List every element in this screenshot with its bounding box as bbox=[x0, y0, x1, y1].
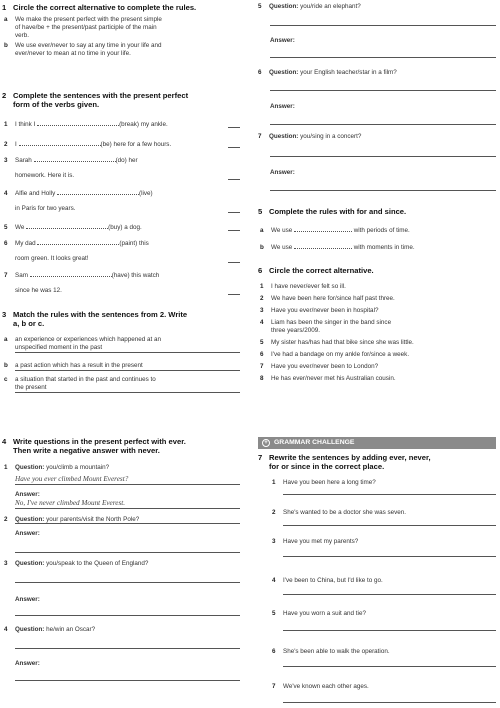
item-number: 5 bbox=[272, 610, 276, 617]
sentence-7-4 bbox=[272, 577, 383, 585]
letter-answer-line[interactable] bbox=[228, 212, 240, 213]
answer-line[interactable] bbox=[15, 680, 240, 681]
rule-5b bbox=[260, 243, 415, 252]
sentence-7-3 bbox=[272, 538, 358, 546]
answer-line[interactable] bbox=[283, 666, 496, 667]
exercise-7-title-line2: for or since in the correct place. bbox=[269, 462, 385, 471]
rule-letter: a bbox=[4, 16, 8, 23]
answer-line[interactable] bbox=[15, 392, 240, 393]
item-number: 7 bbox=[4, 272, 8, 279]
right-column bbox=[258, 0, 496, 708]
item-number: 5 bbox=[258, 3, 262, 10]
answer-line[interactable] bbox=[15, 508, 240, 509]
exercise-6-number: 6 bbox=[258, 266, 263, 275]
sentence-6-3[interactable] bbox=[260, 307, 378, 315]
letter-answer-line[interactable] bbox=[228, 294, 240, 295]
answer-line[interactable] bbox=[15, 648, 240, 649]
exercise-5-title: Complete the rules with for and since. bbox=[269, 207, 407, 216]
question-4-6 bbox=[258, 69, 397, 77]
sentence-7-2 bbox=[272, 509, 406, 517]
question-label: Question: bbox=[269, 133, 299, 140]
sentence-text: Liam has been the singer in the band since bbox=[271, 319, 392, 326]
sentence-text: Have you been here a long time? bbox=[283, 479, 376, 486]
question-prompt: you/speak to the Queen of England? bbox=[46, 560, 149, 567]
rule-text: We use bbox=[271, 244, 293, 251]
item-number: 3 bbox=[4, 157, 8, 164]
item-number: 3 bbox=[272, 538, 276, 545]
item-number: 7 bbox=[258, 133, 262, 140]
grammar-challenge-banner bbox=[258, 437, 496, 449]
sentence-text: My sister has/has had that bike since she was little. bbox=[271, 339, 414, 346]
answer-label: Answer: bbox=[270, 103, 295, 110]
exercise-5-heading bbox=[258, 207, 406, 216]
item-number: 4 bbox=[4, 626, 8, 633]
sentence-6-4-line2[interactable]: three years/2009. bbox=[271, 327, 321, 334]
rule-5a bbox=[260, 226, 410, 235]
exercise-7-number: 7 bbox=[258, 453, 263, 462]
sentence-text: I've had a bandage on my ankle for/since a week. bbox=[271, 351, 410, 358]
rule-3c bbox=[4, 376, 156, 384]
exercise-3-title: Match the rules with the sentences from 2. Write bbox=[13, 310, 188, 319]
sentence-6-4[interactable] bbox=[260, 319, 391, 327]
answer-line[interactable] bbox=[283, 594, 496, 595]
sentence-6-8[interactable] bbox=[260, 375, 396, 383]
answer-label: Answer: bbox=[270, 169, 295, 176]
answer-line[interactable] bbox=[15, 352, 240, 353]
sentence-6-7[interactable] bbox=[260, 363, 378, 371]
question-prompt: your parents/visit the North Pole? bbox=[46, 516, 140, 523]
item-number: 6 bbox=[272, 648, 276, 655]
exercise-7-heading bbox=[258, 453, 496, 462]
rule-letter: b bbox=[4, 362, 8, 369]
question-label: Question: bbox=[269, 3, 299, 10]
answer-blank[interactable] bbox=[34, 156, 116, 162]
answer-line[interactable] bbox=[283, 630, 496, 631]
item-number: 2 bbox=[4, 516, 8, 523]
sentence-text: Have you ever/never been in hospital? bbox=[271, 307, 379, 314]
answer-line[interactable] bbox=[15, 370, 240, 371]
answer-line[interactable] bbox=[15, 523, 240, 524]
rule-text: a past action which has a result in the present bbox=[15, 362, 143, 369]
sentence-7-1 bbox=[272, 479, 376, 487]
answer-blank[interactable] bbox=[294, 243, 352, 249]
sentence-7-7 bbox=[272, 683, 369, 691]
rule-text: We make the present perfect with the present simple bbox=[15, 16, 162, 23]
rule-3a-line2: unspecified moment in the past bbox=[15, 344, 103, 351]
item-number: 1 bbox=[4, 464, 8, 471]
answer-blank[interactable] bbox=[294, 226, 352, 232]
sentence-text: (do) her bbox=[115, 157, 138, 164]
exercise-4-number: 4 bbox=[2, 437, 7, 446]
item-number: 2 bbox=[272, 509, 276, 516]
letter-answer-line[interactable] bbox=[228, 262, 240, 263]
sentence-7-5 bbox=[272, 610, 366, 618]
sentence-text: We've known each other ages. bbox=[283, 683, 369, 690]
item-number: 2 bbox=[260, 295, 264, 302]
example-negative-answer: No, I've never climbed Mount Everest. bbox=[15, 499, 126, 507]
answer-label: Answer: bbox=[15, 530, 40, 537]
question-4-4 bbox=[4, 626, 95, 634]
answer-line[interactable] bbox=[283, 494, 496, 495]
letter-answer-line[interactable] bbox=[228, 127, 240, 128]
sentence-2-3-line2: homework. Here it is. bbox=[15, 172, 75, 179]
rule-letter: a bbox=[260, 227, 264, 234]
question-label: Question: bbox=[269, 69, 299, 76]
rule-letter: a bbox=[4, 336, 8, 343]
rule-3c-line2: the present bbox=[15, 384, 47, 391]
item-number: 6 bbox=[258, 69, 262, 76]
sentence-2-6 bbox=[4, 239, 149, 248]
rule-text: with periods of time. bbox=[353, 227, 410, 234]
question-prompt: you/ride an elephant? bbox=[300, 3, 361, 10]
sentence-2-6-line2: room green. It looks great! bbox=[15, 255, 89, 262]
exercise-2-number: 2 bbox=[2, 91, 7, 100]
sentence-2-3 bbox=[4, 156, 138, 165]
sentence-6-1[interactable] bbox=[260, 283, 346, 291]
exercise-4-title-line2: Then write a negative answer with never. bbox=[13, 446, 160, 455]
sentence-6-6[interactable] bbox=[260, 351, 409, 359]
sentence-text: We have been here for/since half past three. bbox=[271, 295, 395, 302]
rule-1a-line3: verb. bbox=[15, 32, 29, 39]
answer-line[interactable] bbox=[15, 582, 240, 583]
question-prompt: you/sing in a concert? bbox=[300, 133, 362, 140]
item-number: 4 bbox=[260, 319, 264, 326]
sentence-text: Have you worn a suit and tie? bbox=[283, 610, 366, 617]
rule-3a bbox=[4, 336, 161, 344]
question-label: Question: bbox=[15, 560, 45, 567]
item-number: 1 bbox=[260, 283, 264, 290]
question-4-5 bbox=[258, 3, 361, 11]
sentence-text: (paint) this bbox=[119, 240, 149, 247]
exercise-4-heading bbox=[2, 437, 186, 446]
rule-1b[interactable] bbox=[4, 42, 162, 50]
sentence-text: (live) bbox=[139, 190, 153, 197]
question-prompt: your English teacher/star in a film? bbox=[300, 69, 397, 76]
item-number: 6 bbox=[4, 240, 8, 247]
rule-3b bbox=[4, 362, 143, 370]
answer-label: Answer: bbox=[15, 660, 40, 667]
answer-blank[interactable] bbox=[19, 140, 101, 146]
rule-text: an experience or experiences which happened at an bbox=[15, 336, 161, 343]
answer-line[interactable] bbox=[270, 156, 496, 157]
sentence-text: I think I bbox=[15, 121, 36, 128]
answer-line[interactable] bbox=[270, 25, 496, 26]
item-number: 6 bbox=[260, 351, 264, 358]
answer-line[interactable] bbox=[15, 552, 240, 553]
rule-letter: b bbox=[260, 244, 264, 251]
answer-line[interactable] bbox=[283, 556, 496, 557]
answer-label: Answer: bbox=[15, 596, 40, 603]
rule-1a-line2[interactable]: of have/be + the present/past participle of the main bbox=[15, 24, 157, 31]
exercise-3-heading bbox=[2, 310, 187, 319]
sentence-text: My dad bbox=[15, 240, 36, 247]
item-number: 1 bbox=[4, 121, 8, 128]
answer-line[interactable] bbox=[15, 615, 240, 616]
exercise-1-number: 1 bbox=[2, 3, 7, 12]
answer-blank[interactable] bbox=[26, 223, 108, 229]
rule-text: We use ever/never to say at any time in your life and bbox=[15, 42, 162, 49]
answer-label: Answer: bbox=[15, 491, 40, 498]
sentence-text: Sarah bbox=[15, 157, 32, 164]
sentence-text: He has ever/never met his Australian cousin. bbox=[271, 375, 396, 382]
exercise-1-title: Circle the correct alternative to complete the rules. bbox=[13, 3, 197, 12]
item-number: 3 bbox=[260, 307, 264, 314]
answer-blank[interactable] bbox=[30, 271, 112, 277]
exercise-7-title: Rewrite the sentences by adding ever, never, bbox=[269, 453, 431, 462]
rule-text: We use bbox=[271, 227, 293, 234]
sentence-text: (have) this watch bbox=[111, 272, 160, 279]
answer-line[interactable] bbox=[15, 484, 240, 485]
rule-letter: c bbox=[4, 376, 8, 383]
sentence-text: I have never/ever felt so ill. bbox=[271, 283, 346, 290]
rule-letter: b bbox=[4, 42, 8, 49]
sentence-2-4 bbox=[4, 189, 153, 198]
item-number: 3 bbox=[4, 560, 8, 567]
exercise-4-title: Write questions in the present perfect with ever. bbox=[13, 437, 186, 446]
answer-blank[interactable] bbox=[37, 239, 119, 245]
example-question-answer: Have you ever climbed Mount Everest? bbox=[15, 475, 129, 483]
sentence-text: (be) here for a few hours. bbox=[100, 141, 172, 148]
question-label: Question: bbox=[15, 464, 45, 471]
exercise-3-title-line2: a, b or c. bbox=[13, 319, 45, 328]
answer-blank[interactable] bbox=[57, 189, 139, 195]
item-number: 7 bbox=[272, 683, 276, 690]
answer-line[interactable] bbox=[270, 57, 496, 58]
exercise-1-heading bbox=[2, 3, 196, 12]
sentence-7-6 bbox=[272, 648, 390, 656]
answer-line[interactable] bbox=[270, 124, 496, 125]
exercise-3-number: 3 bbox=[2, 310, 7, 319]
question-4-3 bbox=[4, 560, 148, 568]
rule-1a[interactable] bbox=[4, 16, 162, 24]
exercise-2-title-line2: form of the verbs given. bbox=[13, 100, 100, 109]
sentence-2-1 bbox=[4, 120, 229, 129]
sentence-text: I bbox=[15, 141, 17, 148]
letter-answer-line[interactable] bbox=[228, 179, 240, 180]
item-number: 2 bbox=[4, 141, 8, 148]
sentence-text: Have you ever/never been to London? bbox=[271, 363, 379, 370]
sentence-2-4-line2: in Paris for two years. bbox=[15, 205, 76, 212]
letter-answer-line[interactable] bbox=[228, 230, 240, 231]
question-label: Question: bbox=[15, 516, 45, 523]
sentence-6-2[interactable] bbox=[260, 295, 395, 303]
rule-text: with moments in time. bbox=[353, 244, 415, 251]
answer-line[interactable] bbox=[283, 525, 496, 526]
sentence-text: We bbox=[15, 224, 25, 231]
question-prompt: you/climb a mountain? bbox=[46, 464, 110, 471]
question-label: Question: bbox=[15, 626, 45, 633]
answer-line[interactable] bbox=[270, 190, 496, 191]
question-4-1 bbox=[4, 464, 109, 472]
sentence-6-5[interactable] bbox=[260, 339, 414, 347]
sentence-2-7 bbox=[4, 271, 159, 280]
sentence-text: (break) my ankle. bbox=[119, 121, 168, 128]
exercise-6-title: Circle the correct alternative. bbox=[269, 266, 374, 275]
sentence-text: Have you met my parents? bbox=[283, 538, 359, 545]
exercise-2-heading bbox=[2, 91, 188, 100]
sentence-text: I've been to China, but I'd like to go. bbox=[283, 577, 383, 584]
item-number: 8 bbox=[260, 375, 264, 382]
question-4-7 bbox=[258, 133, 361, 141]
answer-line[interactable] bbox=[270, 90, 496, 91]
item-number: 4 bbox=[4, 190, 8, 197]
sentence-text: (buy) a dog. bbox=[108, 224, 142, 231]
sentence-text: She's wanted to be a doctor she was seven. bbox=[283, 509, 407, 516]
item-number: 5 bbox=[4, 224, 8, 231]
exercise-2-title: Complete the sentences with the present perfect bbox=[13, 91, 189, 100]
answer-label: Answer: bbox=[270, 37, 295, 44]
letter-answer-line[interactable] bbox=[228, 147, 240, 148]
grammar-challenge-label: GRAMMAR CHALLENGE bbox=[274, 439, 355, 446]
rule-text: a situation that started in the past and continues to bbox=[15, 376, 156, 383]
exercise-6-heading bbox=[258, 266, 374, 275]
sentence-text: She's been able to walk the operation. bbox=[283, 648, 390, 655]
answer-blank[interactable] bbox=[37, 120, 119, 126]
sentence-2-2 bbox=[4, 140, 171, 149]
answer-line[interactable] bbox=[283, 702, 496, 703]
item-number: 5 bbox=[260, 339, 264, 346]
plus-circle-icon: + bbox=[262, 439, 270, 447]
sentence-2-7-line2: since he was 12. bbox=[15, 287, 62, 294]
item-number: 7 bbox=[260, 363, 264, 370]
item-number: 1 bbox=[272, 479, 276, 486]
sentence-text: Sam bbox=[15, 272, 28, 279]
item-number: 4 bbox=[272, 577, 276, 584]
sentence-2-5 bbox=[4, 223, 142, 232]
question-prompt: he/win an Oscar? bbox=[46, 626, 96, 633]
rule-1b-line2[interactable]: ever/never to mean at no time in your life. bbox=[15, 50, 131, 57]
exercise-5-number: 5 bbox=[258, 207, 263, 216]
sentence-text: Alfie and Holly bbox=[15, 190, 56, 197]
